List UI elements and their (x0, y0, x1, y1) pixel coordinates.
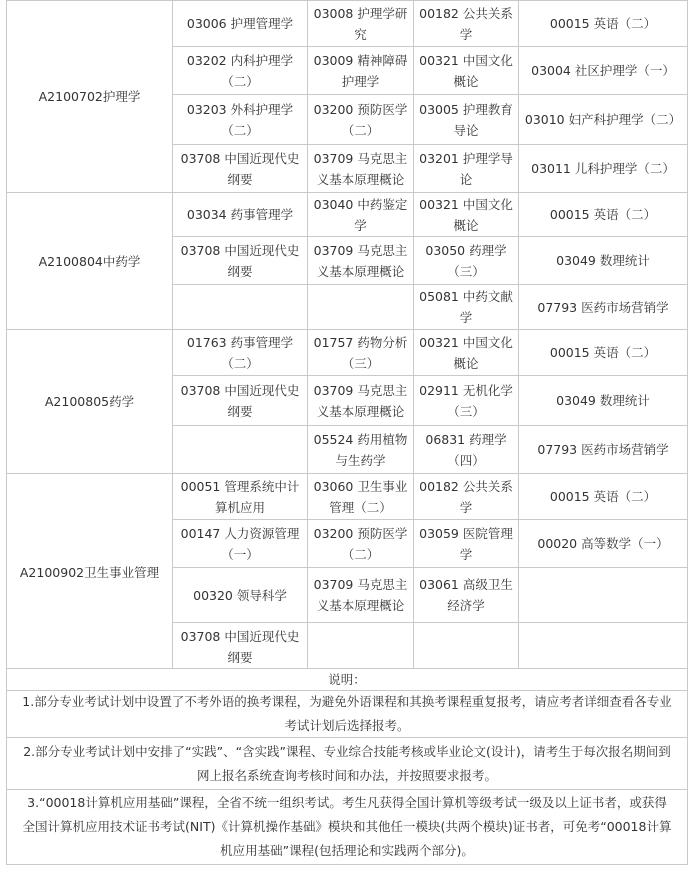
course-cell: 03050 药理学（三） (413, 236, 519, 285)
course-cell: 03202 内科护理学（二） (172, 46, 308, 95)
course-cell: 03059 医院管理学 (413, 519, 519, 568)
course-cell: 03034 药事管理学 (172, 192, 308, 237)
course-cell: 03200 预防医学（二） (307, 519, 414, 568)
empty-cell (172, 284, 308, 330)
note-item: 2.部分专业考试计划中安排了“实践”、“含实践”课程、专业综合技能考核或毕业论文(设计)，请考生于每次报名期间到网上报名系统查询考核时间和办法，并按照要求报考。 (6, 737, 688, 790)
course-cell: 05081 中药文献学 (413, 284, 519, 330)
course-cell: 00051 管理系统中计算机应用 (172, 473, 308, 520)
course-cell: 03008 护理学研究 (307, 0, 414, 47)
course-cell: 03709 马克思主义基本原理概论 (307, 236, 414, 285)
course-cell: 00015 英语（二） (518, 473, 688, 520)
major-name: A2100702护理学 (6, 0, 173, 193)
course-cell: 06831 药理学（四） (413, 425, 519, 474)
course-cell: 03010 妇产科护理学（二） (518, 94, 688, 145)
course-cell: 03011 儿科护理学（二） (518, 144, 688, 193)
course-cell: 03708 中国近现代史纲要 (172, 622, 308, 672)
course-cell: 00321 中国文化概论 (413, 329, 519, 376)
course-cell: 03049 数理统计 (518, 236, 688, 285)
major-name: A2100804中药学 (6, 192, 173, 330)
course-cell: 00320 领导科学 (172, 567, 308, 623)
empty-cell (413, 622, 519, 672)
notes-title: 说明： (6, 668, 688, 691)
course-cell: 00321 中国文化概论 (413, 192, 519, 237)
note-item: 1.部分专业考试计划中设置了不考外语的换考课程，为避免外语课程和其换考课程重复报考，请应考者详细查看各专业考试计划后选择报考。 (6, 690, 688, 738)
course-cell: 01757 药物分析（三） (307, 329, 414, 376)
course-cell: 00182 公共关系学 (413, 473, 519, 520)
course-cell: 03708 中国近现代史纲要 (172, 236, 308, 285)
empty-cell (307, 284, 414, 330)
course-cell: 03709 马克思主义基本原理概论 (307, 567, 414, 623)
course-cell: 07793 医药市场营销学 (518, 284, 688, 330)
empty-cell (518, 622, 688, 672)
course-cell: 03203 外科护理学（二） (172, 94, 308, 145)
major-name: A2100902卫生事业管理 (6, 473, 173, 672)
course-cell: 03004 社区护理学（一） (518, 46, 688, 95)
course-cell: 07793 医药市场营销学 (518, 425, 688, 474)
course-cell: 03040 中药鉴定学 (307, 192, 414, 237)
course-cell: 03009 精神障碍护理学 (307, 46, 414, 95)
empty-cell (518, 567, 688, 623)
course-cell: 03709 马克思主义基本原理概论 (307, 144, 414, 193)
empty-cell (307, 622, 414, 672)
course-cell: 03709 马克思主义基本原理概论 (307, 375, 414, 426)
major-name: A2100805药学 (6, 329, 173, 474)
course-cell: 00321 中国文化概论 (413, 46, 519, 95)
course-cell: 03006 护理管理学 (172, 0, 308, 47)
course-cell: 00020 高等数学（一） (518, 519, 688, 568)
course-cell: 03061 高级卫生经济学 (413, 567, 519, 623)
course-cell: 03049 数理统计 (518, 375, 688, 426)
course-cell: 03708 中国近现代史纲要 (172, 144, 308, 193)
course-cell: 02911 无机化学（三） (413, 375, 519, 426)
course-cell: 00015 英语（二） (518, 0, 688, 47)
course-cell: 03200 预防医学（二） (307, 94, 414, 145)
course-cell: 01763 药事管理学（二） (172, 329, 308, 376)
course-cell: 03060 卫生事业管理（二） (307, 473, 414, 520)
course-cell: 00015 英语（二） (518, 192, 688, 237)
empty-cell (172, 425, 308, 474)
course-cell: 03005 护理教育导论 (413, 94, 519, 145)
course-cell: 00147 人力资源管理（一） (172, 519, 308, 568)
course-cell: 05524 药用植物与生药学 (307, 425, 414, 474)
course-cell: 00015 英语（二） (518, 329, 688, 376)
course-cell: 03201 护理学导论 (413, 144, 519, 193)
course-cell: 00182 公共关系学 (413, 0, 519, 47)
note-item: 3.“00018计算机应用基础”课程，全省不统一组织考试。考生凡获得全国计算机等级考试一级及以上证书者，或获得全国计算机应用技术证书考试(NIT)《计算机操作基础》模块和其他任一模块(共两个模块)证书者，可免考“00018计算机应用基础”课程(包括理论和实践两个部分)。 (6, 789, 688, 865)
course-cell: 03708 中国近现代史纲要 (172, 375, 308, 426)
